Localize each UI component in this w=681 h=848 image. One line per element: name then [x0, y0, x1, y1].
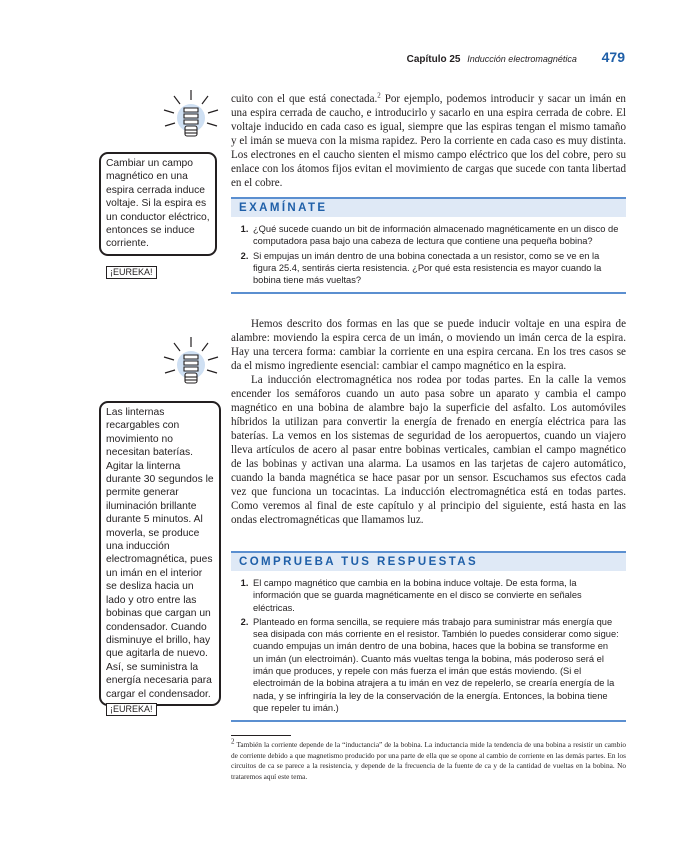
lightbulb-icon: [160, 335, 222, 397]
question-item: 1. ¿Qué sucede cuando un bit de información almacenado magnéticamente en un disco de computadora pasa bajo una cabeza de lectura que contiene una pequeña bobina?: [251, 223, 620, 248]
eureka-sidebar-1: [99, 152, 217, 256]
comprueba-title: COMPRUEBA TUS RESPUESTAS: [231, 553, 626, 571]
comprueba-list: [231, 577, 626, 714]
lightbulb-icon: [160, 88, 222, 150]
main-paragraph-2: La inducción electromagnética nos rodea por todas partes. En la calle la vemos encender los semáforos cuando un auto pasa sobre un aparato y cambia el campo magnético en una bobina de alambre bajo la superficie del asfalto. Los automóviles híbridos la utilizan para convertir la energía de frenado en energía eléctrica para las baterías. La vemos en los sistemas de seguridad de los aeropuertos, cuando un viajero lleva artículos de acero al pasar entre bobinas verticales, cambian el campo magnético de las bobinas y activan una alarma. La usamos en las tarjetas de cajero automático, cuando la banda magnética se hace pasar por un sensor. Escuchamos sus efectos cada vez que funciona un tocacintas. La inducción electromagnética está en todas partes. Como veremos al final de este capítulo y al principio del siguiente, está hasta en las ondas electromagnéticas que llamamos luz.: [231, 374, 626, 526]
eureka-tag: ¡EUREKA!: [106, 703, 157, 716]
examinate-box: [231, 197, 626, 294]
footnote-text: También la corriente depende de la “inductancia” de la bobina. La inductancia mide la tendencia de una bobina a resistir un cambio de corriente debido a que magnetismo producido por una parte de ella que se opone al cambio de corriente en las demás partes. En los circuitos de ca se parece a la resistencia, y depende de la frecuencia de la fuente de ca y de la cantidad de vueltas en la bobina. No trataremos aquí este tema.: [231, 740, 626, 781]
intro-text-a: cuito con el que está conectada.: [231, 93, 378, 105]
examinate-title: EXAMÍNATE: [231, 199, 626, 217]
intro-text-b: Por ejemplo, podemos introducir y sacar un imán en una espira cerrada de caucho, e introducirlo y sacarlo en una espira cerrada de cobre. El voltaje inducido en cada caso es igual, siempre que las espiras tengan el mismo tamaño y el imán se mueva con la misma rapidez. Pero la corriente en cada caso es muy distinta. Los electrones en el caucho sienten el mismo campo eléctrico que los del cobre, pero su enlace con los átomos fijos evitan el movimiento de cargas que sucede con tanta libertad en el cobre.: [231, 93, 626, 189]
examinate-list: [231, 223, 626, 286]
answer-item: 1. El campo magnético que cambia en la bobina induce voltaje. De esta forma, la información que se guarda magnéticamente en el disco se convierte en señales eléctricas.: [251, 577, 620, 614]
sidebar-1-text: Cambiar un campo magnético en una espira cerrada induce voltaje. Si la espira es un conductor eléctrico, entonces se induce corriente.: [106, 158, 210, 250]
eureka-sidebar-2: [99, 401, 221, 706]
footnote: [231, 737, 626, 782]
page-number: 479: [601, 49, 625, 65]
chapter-label: Capítulo 25: [406, 54, 461, 65]
answer-item: 2. Planteado en forma sencilla, se requiere más trabajo para suministrar más energía que sea disipada con más corriente en el resistor. También lo puedes considerar como sigue: cuando empujas un imán dentro de una bobina, haces que la bobina se transforme en un imán (un electroimán). Cuanto más vueltas tenga la bobina, más poderoso será el imán que produces, y repele con más fuerza el imán que estás moviendo. (Si el electroimán de la bobina atrajera a tu imán en vez de repelerlo, se crearía energía de la nada, y se infringiría la ley de la conservación de la energía. Entonces, la bobina tiene que repeler tu imán.): [251, 616, 620, 714]
sidebar-2-text: Las linternas recargables con movimiento no necesitan baterías. Agitar la linterna durante 30 segundos le permite generar iluminación brillante durante 5 minutos. Al moverla, se produce una inducción electromagnética, pues un imán en el interior se desliza hacia un lado y otro entre las bobinas que cargan un condensador. Cuando disminuye el brillo, hay que agitarla de nuevo. Así, se suministra la energía necesaria para cargar el condensador.: [106, 407, 214, 700]
footnote-rule: [231, 735, 291, 736]
intro-paragraph: [231, 92, 626, 190]
main-paragraph-1: Hemos descrito dos formas en las que se puede inducir voltaje en una espira de alambre: moviendo la espira cerca de un imán, o moviendo un imán cerca de la espira. Hay una tercera forma: cambiar la corriente en una espira cercana. En los tres casos se da el mismo ingrediente esencial: cambiar el campo magnético en la espira.: [231, 318, 626, 372]
question-item: 2. Si empujas un imán dentro de una bobina conectada a un resistor, como se ve en la figura 25.4, sentirás cierta resistencia. ¿Por qué esta resistencia es mayor cuando la bobina tiene más vueltas?: [251, 250, 620, 287]
comprueba-box: [231, 551, 626, 722]
eureka-tag: ¡EUREKA!: [106, 266, 157, 279]
main-text: [231, 317, 626, 527]
chapter-title: Inducción electromagnética: [467, 54, 577, 64]
running-header: [407, 49, 625, 65]
footnote-number: 2: [231, 737, 235, 746]
footnote-ref: 2: [377, 91, 381, 100]
